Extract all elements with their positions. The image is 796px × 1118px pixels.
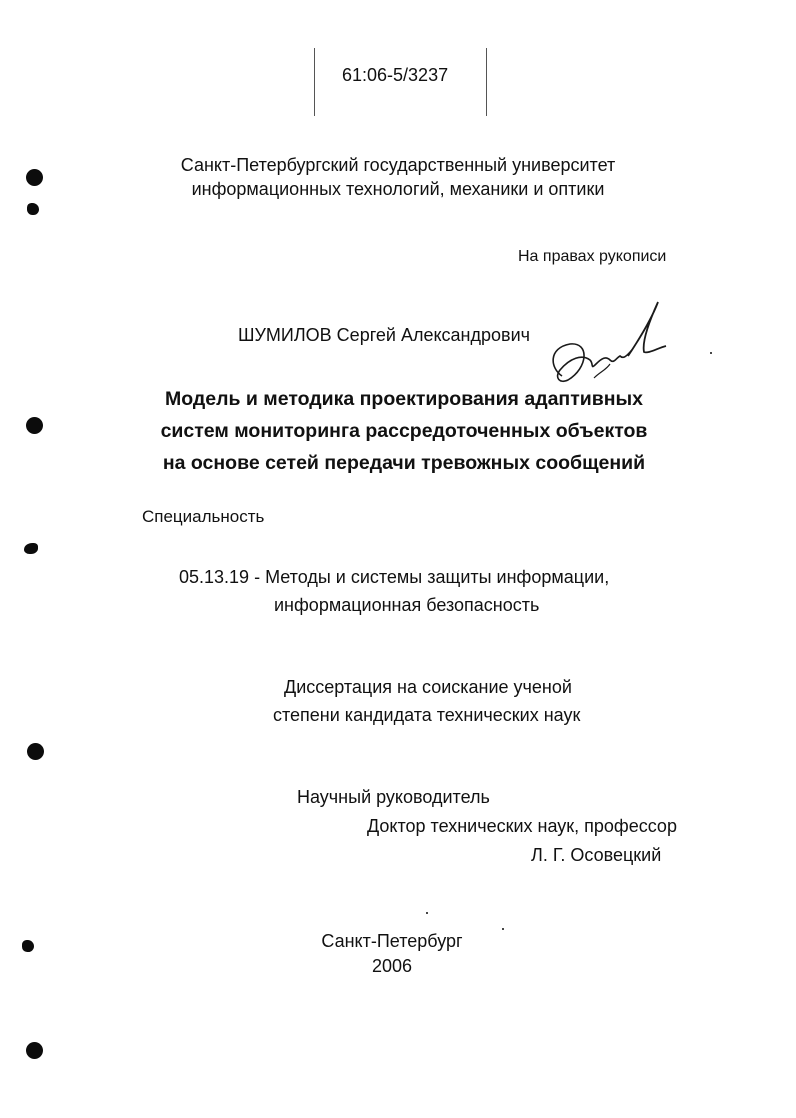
rights-note: На правах рукописи xyxy=(518,248,667,265)
specialty-label: Специальность xyxy=(142,507,265,526)
title-line-3: на основе сетей передачи тревожных сообщений xyxy=(162,452,646,474)
binding-hole-mark xyxy=(26,1042,43,1059)
university-line-1: Санкт-Петербургский государственный университет xyxy=(180,155,616,175)
binding-hole-mark xyxy=(27,743,44,760)
binding-hole-mark xyxy=(22,940,34,952)
scan-speck xyxy=(710,352,712,354)
stamp-line-right xyxy=(486,48,487,116)
binding-hole-mark xyxy=(26,417,43,434)
city: Санкт-Петербург xyxy=(321,931,463,951)
scan-speck xyxy=(502,928,504,930)
supervisor-degree: Доктор технических наук, профессор xyxy=(367,816,677,836)
scan-speck xyxy=(426,912,428,914)
binding-hole-mark xyxy=(26,169,43,186)
supervisor-name: Л. Г. Осовецкий xyxy=(531,845,662,865)
registration-number: 61:06-5/3237 xyxy=(342,65,449,85)
year: 2006 xyxy=(371,956,413,976)
binding-hole-mark xyxy=(24,543,38,554)
dissertation-line-1: Диссертация на соискание ученой xyxy=(284,677,572,697)
university-line-2: информационных технологий, механики и оптики xyxy=(191,179,605,199)
specialty-line-2: информационная безопасность xyxy=(274,595,540,615)
stamp-line-left xyxy=(314,48,315,116)
title-line-1: Модель и методика проектирования адаптивных xyxy=(164,388,644,410)
binding-hole-mark xyxy=(27,203,39,215)
specialty-line-1: 05.13.19 - Методы и системы защиты информации, xyxy=(179,567,610,587)
author-name: ШУМИЛОВ Сергей Александрович xyxy=(238,325,531,345)
dissertation-line-2: степени кандидата технических наук xyxy=(273,705,581,725)
supervisor-label: Научный руководитель xyxy=(297,787,490,807)
title-line-2: систем мониторинга рассредоточенных объектов xyxy=(160,420,648,442)
